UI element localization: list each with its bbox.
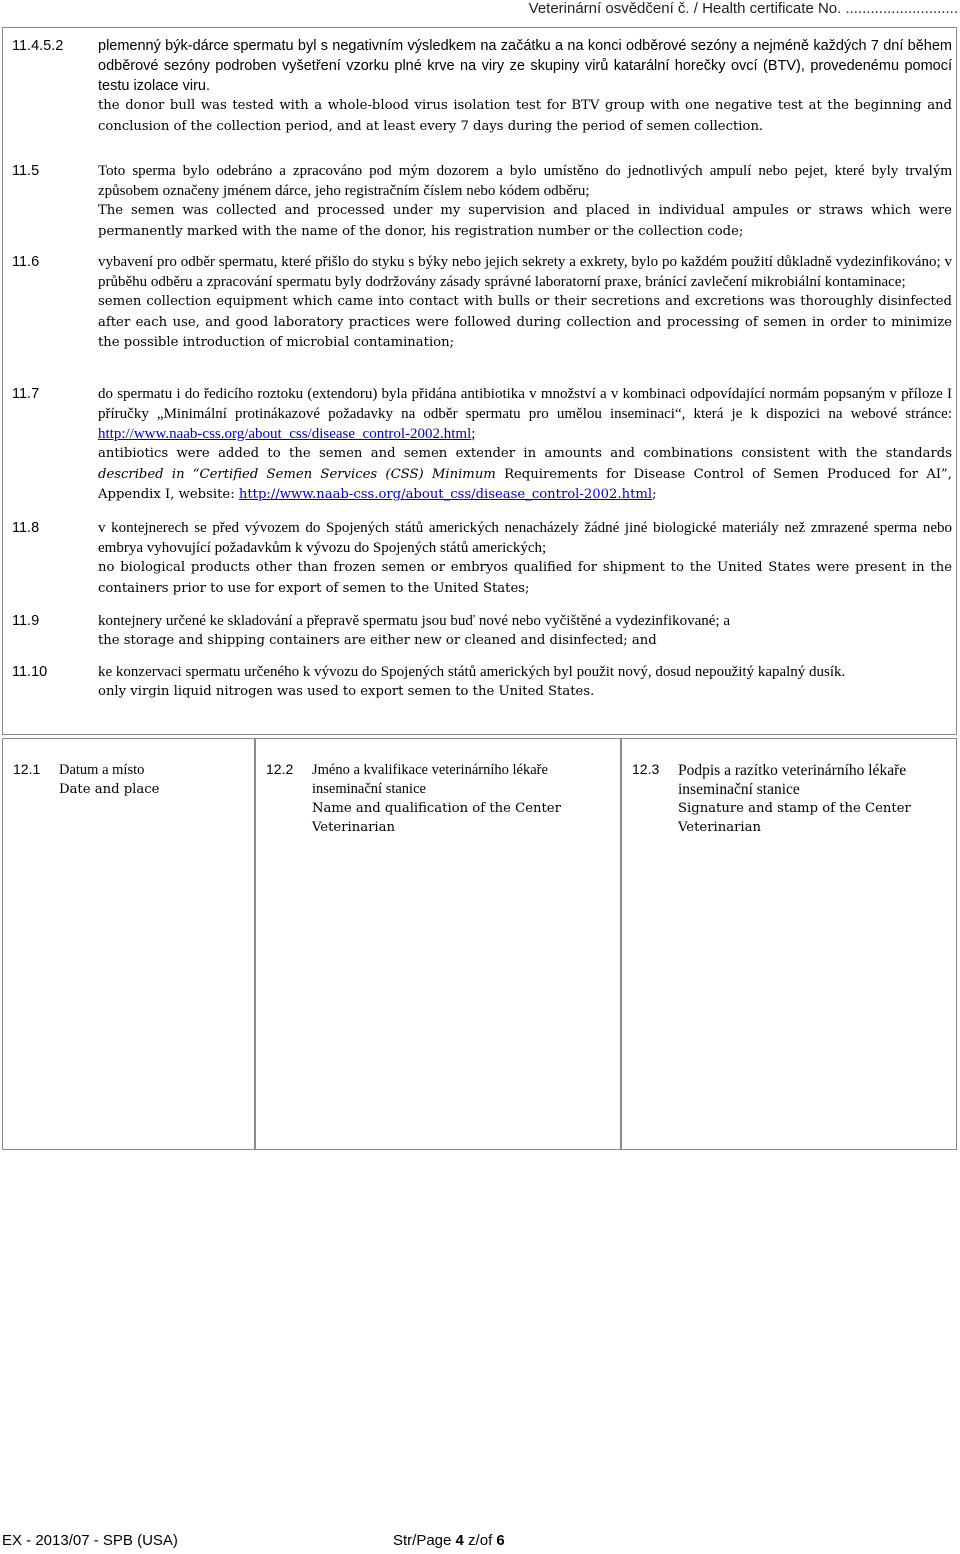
field-label-en: Date and place (59, 782, 160, 797)
clause-text-en: semen collection equipment which came into contact with bulls or their secretions and excretions was thoroughly disinfected after each use, and good laboratory practices were followed during collection and processing of semen in order to minimize the possible introduction of microbial contamination; (98, 294, 952, 350)
clause-11-8 (12, 518, 952, 599)
clause-text-cz: vybavení pro odběr spermatu, které přišlo do styku s býky nebo jejich sekrety a exkrety, bylo po každém použití důkladně vydezinfikováno; v průběhu odběru a zpracování spermatu byly dodržovány zásady správné laboratorní praxe, bránící zavlečení mikrobiální kontaminace; (98, 254, 952, 290)
clause-11-4-5-2 (12, 36, 952, 137)
field-number: 12.3 (632, 761, 660, 777)
clause-text-cz: Toto sperma bylo odebráno a zpracováno pod mým dozorem a bylo umístěno do jednotlivých ampulí nebo pejet, které byly trvalým způsobem označeny jménem dárce, jeho registračním číslem nebo kódem odběru; (98, 163, 952, 199)
clause-number: 11.4.5.2 (12, 38, 64, 54)
clause-text-en: no biological products other than frozen semen or embryos qualified for shipment to the United States were present in the containers prior to use for export of semen to the United States; (98, 560, 952, 596)
clause-11-6 (12, 252, 952, 354)
clause-text-en: only virgin liquid nitrogen was used to export semen to the United States. (98, 684, 595, 699)
clause-text-en: antibiotics were added to the semen and semen extender in amounts and combinations consistent with the standards described in “Certified Semen Services (CSS) Minimum Requirements for Disease Control of Semen Produced for AI”, Appendix I, website: http://www.naab-css.org/about_css/disease_control-2002.html; (98, 446, 952, 502)
page-header: Veterinární osvědčení č. / Health certificate No. ........................... (528, 0, 958, 17)
clause-11-7 (12, 384, 952, 506)
clause-number: 11.5 (12, 163, 40, 179)
field-number: 12.2 (266, 761, 294, 777)
field-label-cz: Podpis a razítko veterinárního lékaře inseminační stanice (678, 762, 907, 798)
disease-control-link-en[interactable]: http://www.naab-css.org/about_css/disease_control-2002.html (238, 487, 653, 502)
field-number: 12.1 (13, 761, 41, 777)
disease-control-link[interactable]: http://www.naab-css.org/about_css/disease_control-2002.html (98, 426, 472, 442)
date-place-box[interactable] (2, 738, 255, 1150)
field-label-cz: Datum a místo (59, 762, 145, 778)
clause-text-cz: do spermatu i do ředicího roztoku (extendoru) byla přidána antibiotika v množství a v kombinaci odpovídající normám popsaným v příloze I příručky „Minimální protinákazové požadavky na odběr spermatu pro umělou inseminaci“, která je k dispozici na webové stránce: http://www.naab-css.org/about_css/disease_control-2002.html; (98, 386, 952, 442)
field-label-en: Name and qualification of the Center Veterinarian (312, 801, 561, 835)
clause-text-cz: kontejnery určené ke skladování a přepravě spermatu jsou buď nové nebo vyčištěné a vydezinfikované; a (98, 613, 730, 629)
clause-text-cz: plemenný býk-dárce spermatu byl s negativním výsledkem na začátku a na konci odběrové sezóny a nejméně každých 7 dní během odběrové sezóny podroben vyšetření vzorku plné krve na viry ze skupiny virů katarální horečky ovcí (BTV), provedenému pomocí testu izolace viru. (98, 38, 952, 94)
field-label-cz: Jméno a kvalifikace veterinárního lékaře inseminační stanice (312, 762, 548, 797)
document-code: EX - 2013/07 - SPB (USA) (2, 1532, 178, 1549)
page-number: Str/Page 4 z/of 6 (393, 1532, 505, 1549)
clause-11-9 (12, 611, 952, 652)
certificate-clauses-box (2, 27, 957, 735)
clause-number: 11.10 (12, 664, 48, 680)
clause-number: 11.6 (12, 254, 40, 270)
clause-text-cz: v kontejnerech se před vývozem do Spojených států amerických nenacházely žádné jiné biologické materiály než zmrazené sperma nebo embrya vyhovující požadavkům k vývozu do Spojených států amerických; (98, 520, 952, 556)
clause-text-en: The semen was collected and processed under my supervision and placed in individual ampules or straws which were permanently marked with the name of the donor, his registration number or the collection code; (98, 203, 952, 239)
clause-text-cz: ke konzervaci spermatu určeného k vývozu do Spojených států amerických byl použit nový, dosud nepoužitý kapalný dusík. (98, 664, 846, 680)
clause-text-cz-pre: do spermatu i do ředicího roztoku (extendoru) byla přidána antibiotika v množství a v kombinaci odpovídající normám popsaným v příloze I příručky „Minimální protinákazové požadavky na odběr spermatu pro umělou inseminaci“, která je k dispozici na webové stránce: (98, 386, 952, 422)
field-label-en: Signature and stamp of the Center Veterinarian (678, 801, 911, 835)
vet-name-box[interactable] (255, 738, 621, 1150)
clause-text-en: the storage and shipping containers are either new or cleaned and disinfected; and (98, 633, 657, 648)
clause-number: 11.9 (12, 613, 40, 629)
vet-signature-box[interactable] (621, 738, 957, 1150)
clause-11-5 (12, 161, 952, 242)
clause-text-en: the donor bull was tested with a whole-blood virus isolation test for BTV group with one negative test at the beginning and conclusion of the collection period, and at least every 7 days during the period of semen collection. (98, 98, 952, 134)
clause-number: 11.8 (12, 520, 40, 536)
css-title-italic: described in “Certified Semen Services (CSS) Minimum (98, 466, 496, 482)
clause-11-10 (12, 662, 952, 703)
clause-number: 11.7 (12, 386, 40, 402)
